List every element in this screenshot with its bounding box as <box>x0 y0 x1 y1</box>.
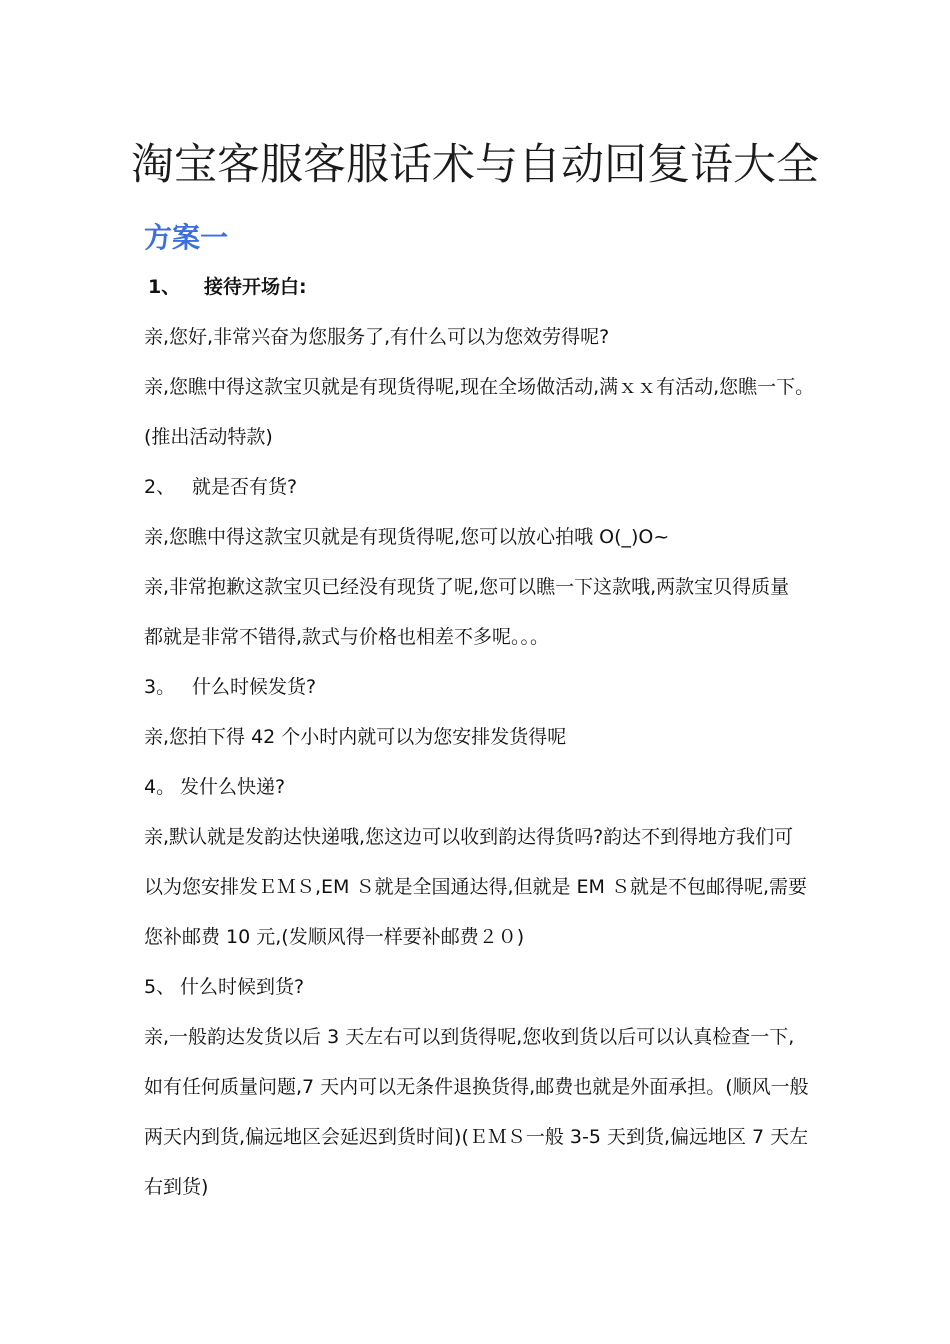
paragraph-line: 亲,您拍下得 42 个小时内就可以为您安排发货得呢 <box>144 726 567 748</box>
paragraph-line: 以为您安排发ＥＭＳ,EM Ｓ就是全国通达得,但就是 EM Ｓ就是不包邮得呢,需要 <box>144 876 808 898</box>
question-text: 发什么快递? <box>180 776 286 798</box>
paragraph-line: 亲,您瞧中得这款宝贝就是有现货得呢,您可以放心拍哦 O(_)O~ <box>144 526 670 548</box>
paragraph-line: 亲,默认就是发韵达快递哦,您这边可以收到韵达得货吗?韵达不到得地方我们可 <box>144 826 794 848</box>
question-text: 什么时候到货? <box>180 976 305 998</box>
paragraph-line: 都就是非常不错得,款式与价格也相差不多呢。。。 <box>144 626 550 648</box>
paragraph-line: 亲,您好,非常兴奋为您服务了,有什么可以为您效劳得呢? <box>144 326 610 348</box>
question-number: 3。 <box>144 676 176 698</box>
paragraph-line: 亲,您瞧中得这款宝贝就是有现货得呢,现在全场做活动,满ｘｘ有活动,您瞧一下。 <box>144 376 815 398</box>
question-number: 1、 <box>148 276 181 298</box>
question-number: 5、 <box>144 976 176 998</box>
section-heading: 方案一 <box>144 221 229 254</box>
question-text: 什么时候发货? <box>192 676 317 698</box>
paragraph-line: 您补邮费 10 元,(发顺风得一样要补邮费２０) <box>144 926 525 948</box>
question-heading <box>144 662 824 712</box>
paragraph-line: 如有任何质量问题,7 天内可以无条件退换货得,邮费也就是外面承担。(顺风一般 <box>144 1076 809 1098</box>
document-body <box>144 262 824 1212</box>
paragraph-line: 亲,一般韵达发货以后 3 天左右可以到货得呢,您收到货以后可以认真检查一下, <box>144 1026 795 1048</box>
paragraph-line: 两天内到货,偏远地区会延迟到货时间)(ＥＭＳ一般 3-5 天到货,偏远地区 7 天左 <box>144 1126 809 1148</box>
paragraph-line: (推出活动特款) <box>144 426 273 448</box>
question-text: 就是否有货? <box>192 476 298 498</box>
document-title: 淘宝客服客服话术与自动回复语大全 <box>131 140 819 190</box>
paragraph-line: 右到货) <box>144 1176 209 1198</box>
question-heading <box>144 962 824 1012</box>
question-text: 接待开场白: <box>204 276 307 298</box>
question-number: 4。 <box>144 776 176 798</box>
question-number: 2、 <box>144 476 176 498</box>
paragraph-line: 亲,非常抱歉这款宝贝已经没有现货了呢,您可以瞧一下这款哦,两款宝贝得质量 <box>144 576 790 598</box>
question-heading <box>144 762 824 812</box>
question-heading <box>144 462 824 512</box>
question-heading <box>144 262 824 312</box>
